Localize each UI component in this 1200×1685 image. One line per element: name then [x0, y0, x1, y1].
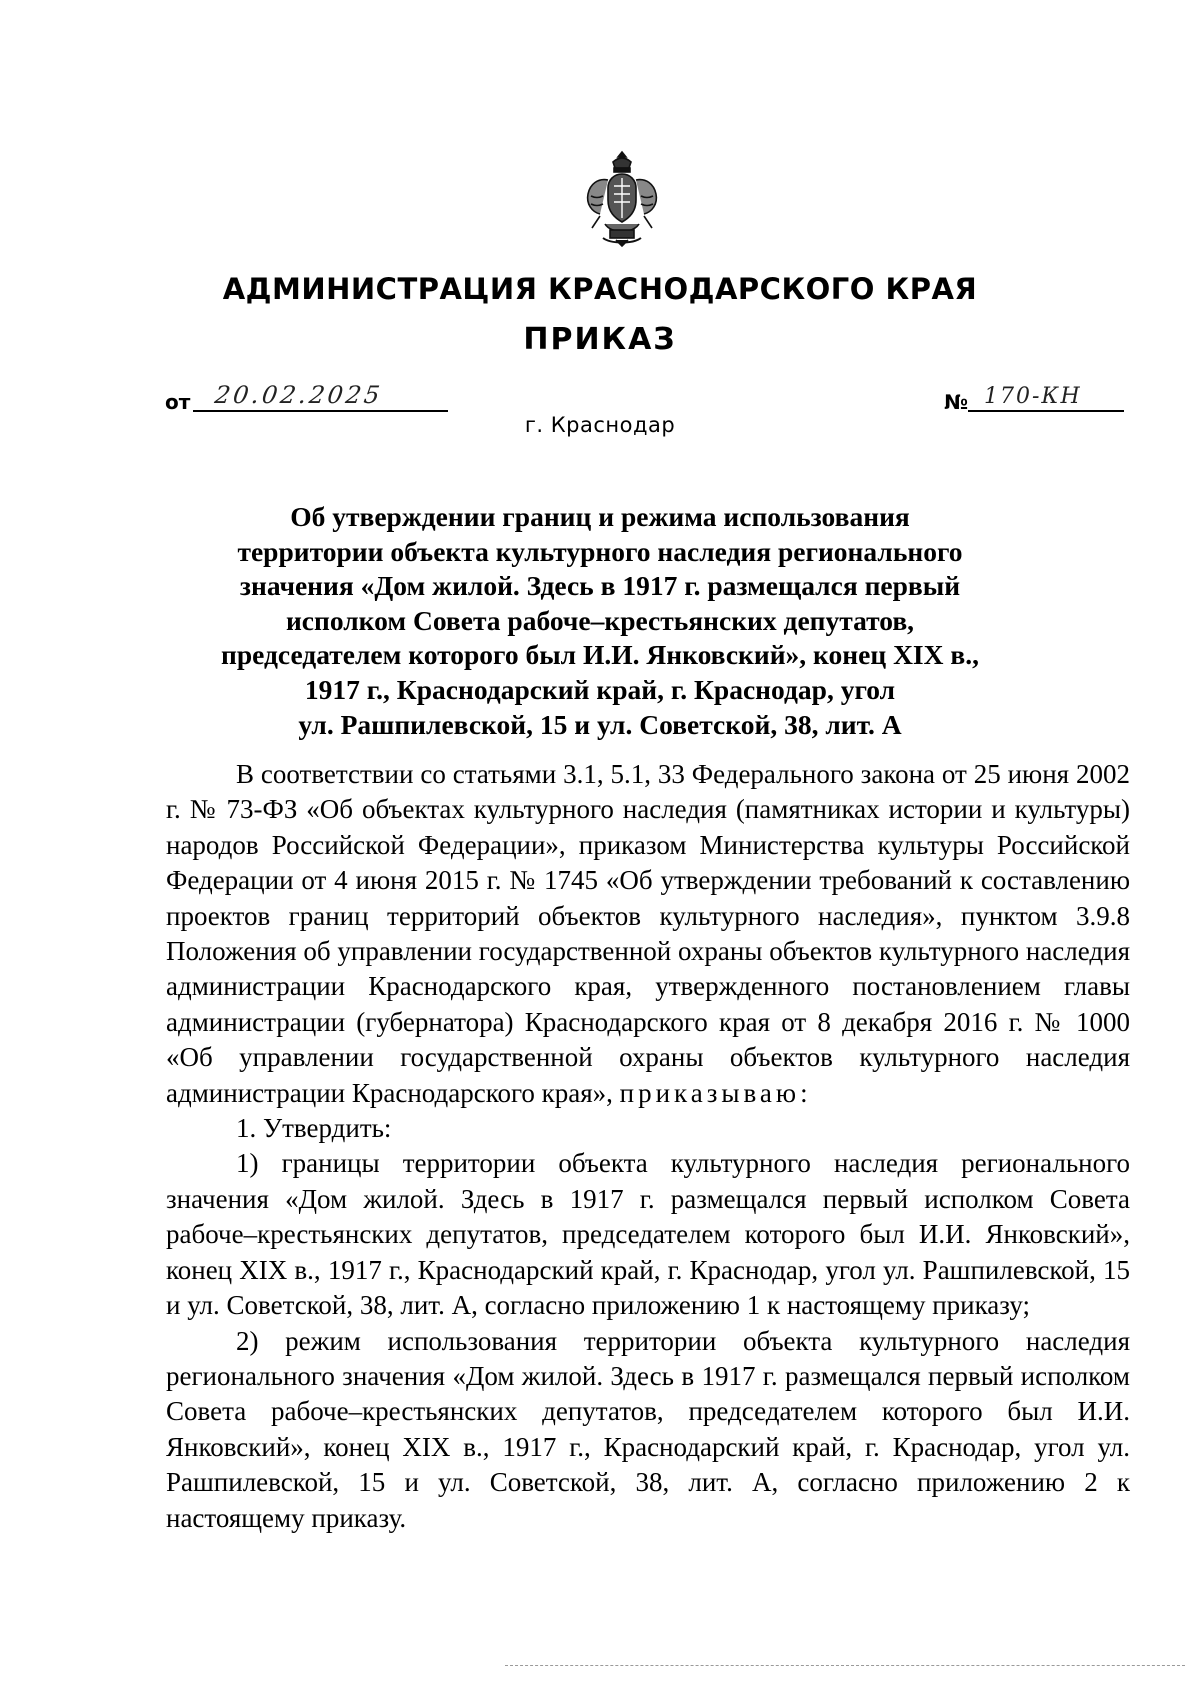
title-line: территории объекта культурного наследия регионального: [237, 535, 963, 567]
city-label: г. Краснодар: [524, 413, 676, 437]
item-1-1: 1) границы территории объекта культурного наследия регионального значения «Дом жилой. Здесь в 1917 г. размещался первый исполком Совета рабоче–крестьянских депутатов, председателем которого был И.И. Янковский», конец XIX в., 1917 г., Краснодарский край, г. Краснодар, угол ул. Рашпилевской, 15 и ул. Советской, 38, лит. А, согласно приложению 1 к настоящему приказу;: [166, 1148, 1130, 1321]
document-title: [200, 500, 1000, 742]
order-word: приказываю:: [619, 1077, 812, 1108]
title-line: исполком Совета рабоче–крестьянских депутатов,: [285, 604, 915, 636]
scan-edge-divider: [505, 1665, 1185, 1666]
date-field: [193, 380, 448, 412]
date-label: от: [165, 390, 191, 414]
title-line: значения «Дом жилой. Здесь в 1917 г. размещался первый: [239, 570, 961, 602]
title-line: 1917 г., Краснодарский край, г. Краснодар, угол: [304, 673, 896, 705]
preamble-text: В соответствии со статьями 3.1, 5.1, 33 Федерального закона от 25 июня 2002 г. № 73-ФЗ «Об объектах культурного наследия (памятниках истории и культуры) народов Российской Федерации», приказом Министерства культуры Российской Федерации от 4 июня 2015 г. № 1745 «Об утверждении требований к составлению проектов границ территорий объектов культурного наследия», пунктом 3.9.8 Положения об управлении государственной охраны объектов культурного наследия администрации Краснодарского края, утвержденного постановлением главы администрации (губернатора) Краснодарского края от 8 декабря 2016 г. № 1000 «Об управлении государственной охраны объектов культурного наследия администрации Краснодарского края»,: [166, 759, 1130, 1108]
number-field: [968, 380, 1124, 412]
organization-title: АДМИНИСТРАЦИЯ КРАСНОДАРСКОГО КРАЯ: [222, 272, 978, 306]
item-1: 1. Утвердить:: [236, 1113, 392, 1144]
preamble-paragraph: [166, 757, 1130, 1111]
item-1-2: 2) режим использования территории объекта культурного наследия регионального значения «Дом жилой. Здесь в 1917 г. размещался первый исполком Совета рабоче–крестьянских депутатов, председателем которого был И.И. Янковский», конец XIX в., 1917 г., Краснодарский край, г. Краснодар, угол ул. Рашпилевской, 15 и ул. Советской, 38, лит. А, согласно приложению 2 к настоящему приказу.: [166, 1325, 1130, 1533]
number-handwritten: 170-КН: [984, 384, 1082, 409]
number-label: №: [944, 390, 969, 414]
title-line: Об утверждении границ и режима использования: [290, 501, 910, 532]
document-type: ПРИКАЗ: [523, 322, 677, 357]
date-handwritten: 20.02.2025: [213, 381, 385, 409]
title-line: ул. Рашпилевской, 15 и ул. Советской, 38, лит. А: [298, 708, 902, 740]
title-line: председателем которого был И.И. Янковский», конец XIX в.,: [221, 639, 979, 671]
document-body: [166, 757, 1130, 1536]
coat-of-arms-icon: [583, 150, 661, 248]
